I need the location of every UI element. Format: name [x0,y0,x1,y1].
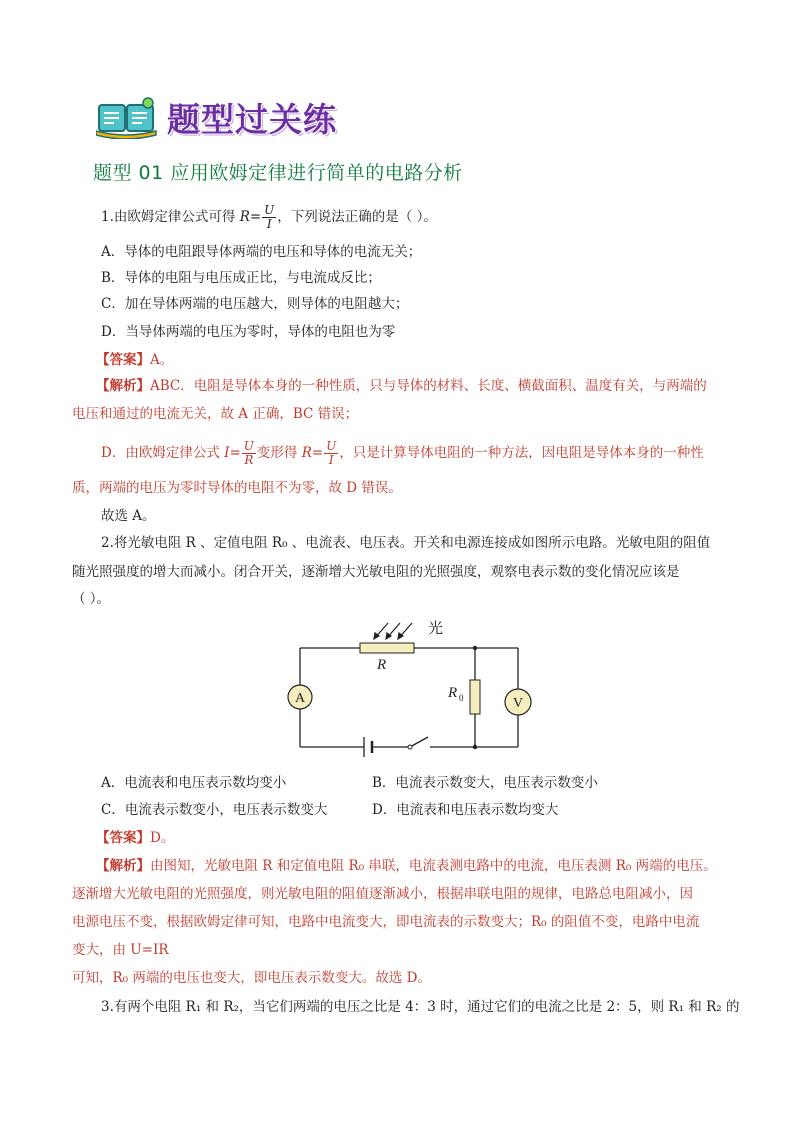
q1-answer: 【答案】A。 [96,352,174,368]
q2-stem-3: （ ）。 [72,591,111,607]
r0-label: R [448,685,458,701]
q1-option-c: C．加在导体两端的电压越大，则导体的电阻越大； [101,296,409,312]
q2-stem-2: 随光照强度的增大而减小。闭合开关，逐渐增大光敏电阻的光照强度，观察电表示数的变化情况应该是 [72,564,680,580]
fraction-u-over-i: $\frac{U}{I}$ [264,203,275,231]
q1-option-a: A．导体的电阻跟导体两端的电压和导体的电流无关； [101,244,422,260]
q1-final: 故选 A。 [101,508,156,524]
ammeter-label: A [295,691,306,706]
q2-answer: 【答案】D。 [96,830,175,846]
q1-option-d: D．当导体两端的电压为零时，导体的电阻也为零 [101,324,396,340]
q2-analysis-2: 逐渐增大光敏电阻的光照强度，则光敏电阻的阻值逐渐减小，根据串联电阻的规律，电路总电阻减小，因 [72,886,693,902]
q1-analysis-4: 质，两端的电压为零时导体的电阻不为零，故 D 错误。 [72,480,402,496]
q1-option-b: B．导体的电阻与电压成正比，与电流成反比； [101,270,381,286]
q2-analysis-3: 电源电压不变，根据欧姆定律可知，电路中电流变大，即电流表的示数变大；R₀ 的阻值不变，电路中电流 [72,914,700,930]
q2-analysis-1: 【解析】由图知，光敏电阻 R 和定值电阻 R₀ 串联，电流表测电路中的电流，电压表测 R₀ 两端的电压。 [96,858,717,874]
q2-analysis-5: 可知，R₀ 两端的电压也变大，即电压表示数变大。故选 D。 [72,970,431,986]
resistor-r0 [470,680,480,714]
section-heading: 题型 01 应用欧姆定律进行简单的电路分析 [93,162,463,184]
voltmeter-label: V [513,696,524,711]
q3-stem-1: 3.有两个电阻 R₁ 和 R₂，当它们两端的电压之比是 4：3 时，通过它们的电流之比是 2：5，则 R₁ 和 R₂ 的 [101,999,740,1015]
q2-option-b: B．电流表示数变大，电压表示数变小 [372,775,598,791]
page-title: 题型过关练 [167,100,337,139]
q1-analysis-1: 【解析】ABC．电阻是导体本身的一种性质，只与导体的材料、长度、横截面积、温度有关，与两端的 [96,378,707,394]
book-icon [96,95,158,139]
q1-stem: 1.由欧姆定律公式可得 R= $\frac{U}{I}$ ，下列说法正确的是（ ）。 [101,203,437,231]
q2-option-a: A．电流表和电压表示数均变小 [101,775,287,791]
q1-analysis-3: D．由欧姆定律公式 I= $\frac{U}{R}$ 变形得 R= $\frac{U}{I}$ ，只是计算导体电阻的一种方法，因电阻是导体本身的一种性 [101,439,704,467]
q2-stem-1: 2.将光敏电阻 R 、定值电阻 R₀ 、电流表、电压表。开关和电源连接成如图所示电路。光敏电阻的阻值 [101,535,711,551]
r0-subscript: 0 [459,693,464,703]
photoresistor [360,643,414,653]
q2-analysis-4: 变大，由 U=IR [72,942,169,958]
circuit-diagram [280,615,540,755]
q1-analysis-2: 电压和通过的电流无关，故 A 正确，BC 错误； [72,406,359,422]
r-label: R [377,657,387,673]
q2-option-d: D．电流表和电压表示数均变大 [372,802,559,818]
light-label: 光 [428,621,444,637]
q2-option-c: C．电流表示数变小，电压表示数变大 [101,802,328,818]
